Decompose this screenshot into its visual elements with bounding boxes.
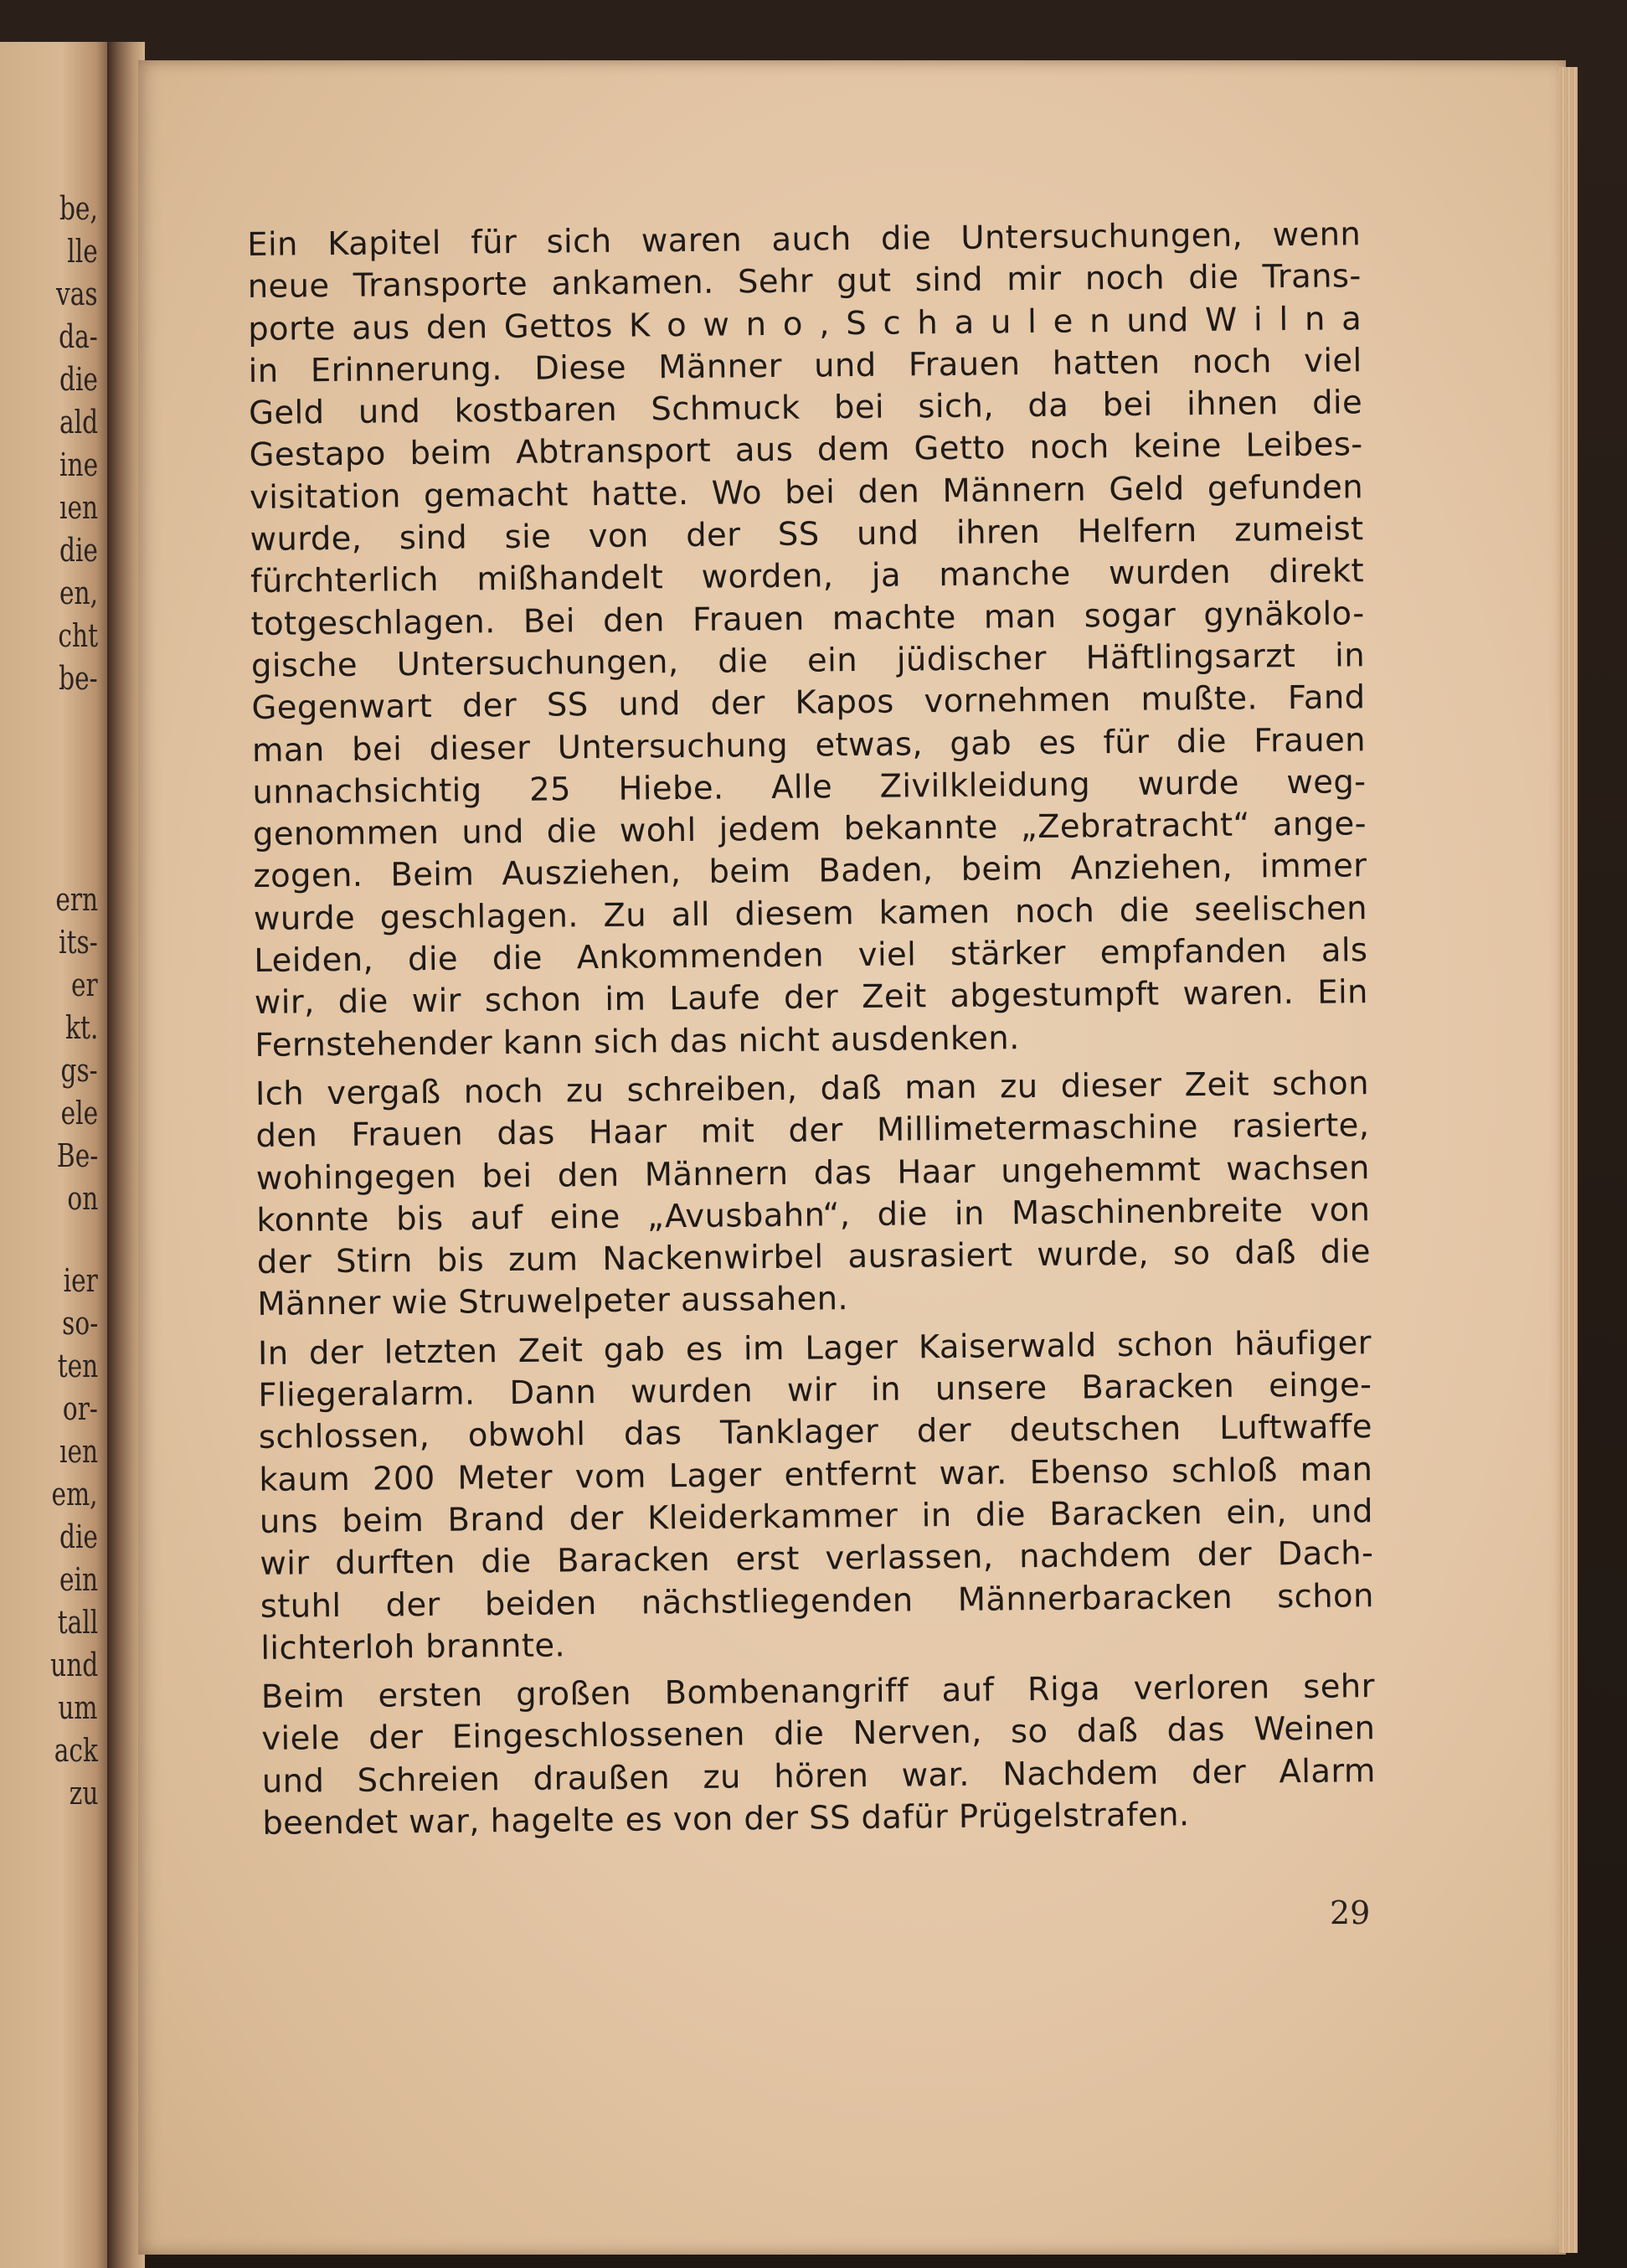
text-line: totgeschlagen. Bei den Frauen machte man sogar gynäkolo- bbox=[250, 594, 1365, 643]
left-page-fragment: on bbox=[67, 1180, 98, 1217]
text-line: porte aus den Gettos K o w n o , S c h a u l e n und W i l n a bbox=[247, 299, 1362, 348]
left-page-fragment: gs- bbox=[60, 1052, 98, 1089]
left-page-fragment: er bbox=[71, 966, 98, 1003]
left-page-fragment: die bbox=[59, 361, 98, 398]
left-page-fragment: ıen bbox=[59, 1433, 98, 1470]
left-page-fragment: ald bbox=[59, 404, 98, 441]
text-line: Beim ersten großen Bombenangriff auf Riga verloren sehr bbox=[260, 1667, 1376, 1717]
text-line: visitation gemacht hatte. Wo bei den Männern Geld gefunden bbox=[249, 468, 1364, 517]
left-page-fragment: be, bbox=[59, 190, 98, 227]
text-line: gische Untersuchungen, die ein jüdischer Häftlingsarzt in bbox=[250, 637, 1366, 685]
left-page-fragment: Be- bbox=[56, 1137, 98, 1174]
left-page-fragment: ıen bbox=[59, 489, 98, 526]
left-page-fragment: die bbox=[59, 532, 98, 569]
text-line: Ein Kapitel für sich waren auch die Untersuchungen, wenn bbox=[247, 215, 1362, 264]
text-line: lichterloh brannte. bbox=[260, 1626, 566, 1667]
left-page-fragment: ten bbox=[57, 1348, 98, 1384]
text-line: Ich vergaß noch zu schreiben, daß man zu dieser Zeit schon bbox=[255, 1064, 1370, 1113]
left-page-fragment: so- bbox=[61, 1305, 98, 1342]
paragraph bbox=[258, 1322, 1375, 1670]
text-line: wurde, sind sie von der SS und ihren Helfern zumeist bbox=[250, 510, 1364, 559]
left-page-fragment: em, bbox=[51, 1476, 98, 1513]
left-page-fragment: cht bbox=[58, 617, 98, 654]
left-page-fragment: en, bbox=[59, 575, 98, 611]
text-line: konnte bis auf eine „Avusbahn“, die in Maschinenbreite von bbox=[256, 1191, 1371, 1240]
left-page-fragment: tall bbox=[57, 1604, 98, 1641]
text-line: wurde geschlagen. Zu all diesem kamen noch die seelischen bbox=[253, 889, 1368, 938]
text-line: beendet war, hagelte es von der SS dafür Prügelstrafen. bbox=[262, 1796, 1190, 1843]
left-page-fragment: lle bbox=[67, 233, 98, 270]
left-page-fragment: da- bbox=[59, 318, 98, 355]
text-line: Leiden, die die Ankommenden viel stärker empfanden als bbox=[254, 931, 1368, 981]
text-line: Fliegeralarm. Dann wurden wir in unsere Baracken einge- bbox=[258, 1366, 1372, 1415]
text-line: schlossen, obwohl das Tanklager der deutschen Luftwaffe bbox=[258, 1408, 1373, 1457]
text-line: viele der Eingeschlossenen die Nerven, so daß das Weinen bbox=[261, 1709, 1376, 1759]
text-line: Männer wie Struwelpeter aussahen. bbox=[257, 1280, 849, 1324]
text-line: unnachsichtig 25 Hiebe. Alle Zivilkleidung wurde weg- bbox=[252, 763, 1367, 812]
text-line: fürchterlich mißhandelt worden, ja manche wurden direkt bbox=[250, 552, 1365, 601]
left-page-fragment: ern bbox=[55, 881, 98, 918]
text-line: Gestapo beim Abtransport aus dem Getto noch keine Leibes- bbox=[249, 425, 1363, 475]
text-line: wohingegen bei den Männern das Haar ungehemmt wachsen bbox=[255, 1148, 1371, 1198]
text-line: Gegenwart der SS und der Kapos vornehmen mußte. Fand bbox=[251, 678, 1366, 728]
page-edge-stack bbox=[1559, 67, 1578, 2253]
left-facing-page bbox=[0, 42, 113, 2268]
text-line: Geld und kostbaren Schmuck bei sich, da bei ihnen die bbox=[248, 384, 1363, 433]
paragraph bbox=[255, 1063, 1372, 1327]
text-line: In der letzten Zeit gab es im Lager Kaiserwald schon häufiger bbox=[257, 1323, 1372, 1373]
left-page-fragment: zu bbox=[69, 1775, 98, 1812]
text-line: stuhl der beiden nächstliegenden Männerbaracken schon bbox=[260, 1576, 1374, 1626]
left-page-fragment: ier bbox=[63, 1262, 98, 1299]
left-page-fragment: be- bbox=[59, 660, 98, 697]
left-page-fragment: ine bbox=[59, 446, 98, 483]
left-page-fragment: kt. bbox=[64, 1009, 98, 1046]
text-line: uns beim Brand der Kleiderkammer in die Baracken ein, und bbox=[259, 1492, 1374, 1541]
left-page-fragment: um bbox=[58, 1689, 98, 1726]
text-line: neue Transporte ankamen. Sehr gut sind mir noch die Trans- bbox=[247, 257, 1362, 307]
text-line: und Schreien draußen zu hören war. Nachdem der Alarm bbox=[261, 1751, 1377, 1801]
left-page-fragment: ele bbox=[60, 1095, 98, 1131]
paragraph bbox=[247, 214, 1369, 1067]
left-page-fragment: ein bbox=[59, 1561, 98, 1598]
page-number: 29 bbox=[1330, 1894, 1371, 1931]
text-line: zogen. Beim Ausziehen, beim Baden, beim Anziehen, immer bbox=[253, 847, 1367, 896]
left-page-fragment: und bbox=[49, 1647, 98, 1683]
text-line: Fernstehender kann sich das nicht ausdenken. bbox=[255, 1018, 1020, 1064]
text-line: genommen und die wohl jedem bekannte „Zebratracht“ ange- bbox=[252, 805, 1367, 854]
text-line: kaum 200 Meter vom Lager entfernt war. Ebenso schloß man bbox=[259, 1450, 1373, 1499]
text-line: man bei dieser Untersuchung etwas, gab es für die Frauen bbox=[251, 720, 1367, 770]
left-page-fragment: die bbox=[59, 1518, 98, 1555]
body-text bbox=[247, 214, 1377, 1845]
text-line: den Frauen das Haar mit der Millimetermaschine rasierte, bbox=[255, 1106, 1370, 1156]
text-line: wir, die wir schon im Laufe der Zeit abgestumpft waren. Ein bbox=[254, 973, 1369, 1023]
text-line: in Erinnerung. Diese Männer und Frauen hatten noch viel bbox=[248, 342, 1362, 390]
text-line: wir durften die Baracken erst verlassen, nachdem der Dach- bbox=[260, 1534, 1374, 1584]
left-page-fragment: ack bbox=[54, 1732, 98, 1769]
paragraph bbox=[261, 1666, 1377, 1845]
text-line: der Stirn bis zum Nackenwirbel ausrasiert wurde, so daß die bbox=[256, 1233, 1372, 1282]
left-page-fragment: its- bbox=[59, 924, 98, 961]
left-page-fragment: or- bbox=[62, 1390, 98, 1427]
left-page-fragment: vas bbox=[56, 276, 98, 312]
